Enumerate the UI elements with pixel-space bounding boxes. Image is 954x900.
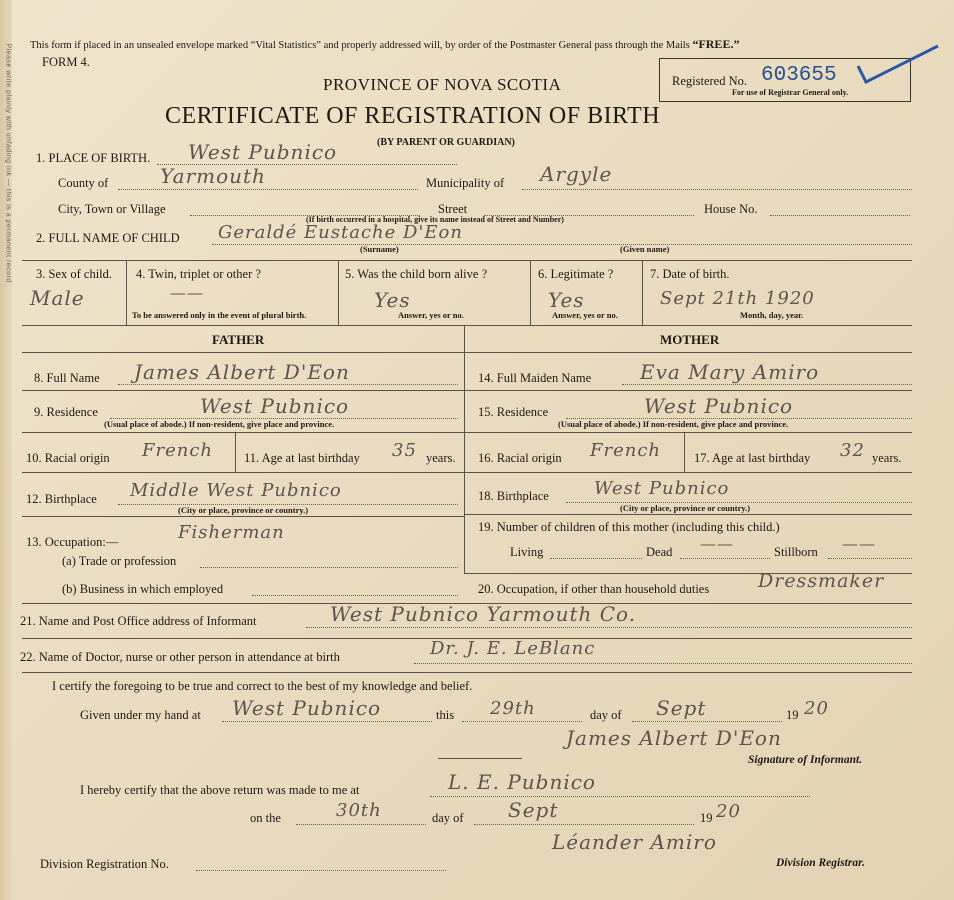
informant-signature-label: Signature of Informant.	[748, 754, 863, 766]
mother-residence-note: (Usual place of abode.) If non-resident, give place and province.	[558, 419, 789, 429]
registrar-month-value: Sept	[508, 798, 559, 822]
father-age-value: 35	[392, 440, 417, 461]
father-birthplace-note: (City or place, province or country.)	[178, 505, 309, 515]
mail-notice-free: “FREE.”	[692, 37, 740, 51]
father-name-label: 8. Full Name	[34, 371, 100, 385]
father-residence-label: 9. Residence	[34, 405, 98, 419]
father-residence-value: West Pubnico	[200, 394, 350, 418]
province-title: PROVINCE OF NOVA SCOTIA	[323, 75, 562, 94]
given-year-value: 20	[804, 698, 829, 719]
mother-residence-label: 15. Residence	[478, 405, 549, 419]
registrar-dayof-label: day of	[432, 811, 464, 825]
registered-number: 603655	[761, 64, 837, 87]
this-label: this	[436, 708, 455, 722]
mail-notice-text: This form if placed in an unsealed envelope marked “Vital Statistics” and properly addressed will, by order of the Postmaster General pass through the Mails	[30, 40, 690, 51]
mother-birthplace-note: (City or place, province or country.)	[620, 503, 751, 513]
division-registration-label: Division Registration No.	[40, 857, 169, 871]
registrar-year-prefix: 19	[700, 811, 713, 825]
legitimate-label: 6. Legitimate ?	[538, 267, 614, 281]
left-edge-strip	[0, 0, 12, 900]
certificate-subtitle: (BY PARENT OR GUARDIAN)	[377, 137, 515, 148]
father-age-label: 11. Age at last birthday	[244, 451, 360, 465]
registered-label: Registered No.	[672, 74, 747, 88]
mother-age-label: 17. Age at last birthday	[694, 451, 811, 465]
registered-note: For use of Registrar General only.	[732, 88, 849, 97]
municipality-label: Municipality of	[426, 176, 505, 190]
birth-date-label: 7. Date of birth.	[650, 267, 730, 281]
mother-birthplace-value: West Pubnico	[594, 478, 730, 499]
mother-years-label: years.	[872, 451, 902, 465]
division-registrar-label: Division Registrar.	[776, 857, 865, 869]
hospital-note: (If birth occurred in a hospital, give its name instead of Street and Number)	[306, 215, 564, 224]
father-name-value: James Albert D'Eon	[134, 360, 350, 384]
father-business-label: (b) Business in which employed	[62, 582, 224, 596]
father-birthplace-label: 12. Birthplace	[26, 492, 97, 506]
given-year-prefix: 19	[786, 708, 799, 722]
child-name-value: Geraldé Eustache D'Eon	[218, 222, 463, 243]
mother-racial-value: French	[590, 440, 662, 461]
registrar-signature: Léander Amiro	[552, 830, 717, 854]
twin-label: 4. Twin, triplet or other ?	[136, 267, 261, 281]
given-name-note: (Given name)	[620, 244, 670, 254]
father-birthplace-value: Middle West Pubnico	[130, 480, 342, 501]
mother-children-label: 19. Number of children of this mother (including this child.)	[478, 520, 780, 534]
mail-notice	[30, 37, 739, 52]
sex-label: 3. Sex of child.	[36, 267, 113, 281]
father-occupation-value: Fisherman	[178, 522, 285, 543]
stillborn-value: ——	[842, 534, 876, 553]
father-residence-note: (Usual place of abode.) If non-resident, give place and province.	[104, 419, 335, 429]
father-trade-label: (a) Trade or profession	[62, 554, 177, 568]
dead-label: Dead	[646, 545, 673, 559]
doctor-label: 22. Name of Doctor, nurse or other person in attendance at birth	[20, 650, 340, 664]
certify-text: I certify the foregoing to be true and correct to the best of my knowledge and belief.	[52, 679, 473, 693]
place-of-birth-label: 1. PLACE OF BIRTH.	[36, 151, 151, 165]
father-racial-value: French	[142, 440, 214, 461]
mother-name-label: 14. Full Maiden Name	[478, 371, 592, 385]
registrar-year-value: 20	[716, 801, 741, 822]
surname-note: (Surname)	[360, 244, 399, 254]
stillborn-label: Stillborn	[774, 545, 818, 559]
dead-value: ——	[700, 534, 734, 553]
mother-residence-value: West Pubnico	[644, 394, 794, 418]
mother-birthplace-label: 18. Birthplace	[478, 489, 549, 503]
mother-occupation-value: Dressmaker	[758, 570, 885, 592]
mother-name-value: Eva Mary Amiro	[640, 360, 820, 384]
twin-value: ——	[170, 283, 204, 302]
check-mark-icon	[850, 38, 945, 88]
mother-header: MOTHER	[660, 332, 720, 347]
given-month-value: Sept	[656, 696, 707, 720]
mother-occupation-label: 20. Occupation, if other than household duties	[478, 582, 710, 596]
given-day-value: 29th	[490, 698, 536, 719]
given-place-value: West Pubnico	[232, 696, 382, 720]
informant-signature: James Albert D'Eon	[566, 726, 782, 750]
legitimate-note: Answer, yes or no.	[552, 310, 618, 320]
mother-racial-label: 16. Racial origin	[478, 451, 562, 465]
child-name-label: 2. FULL NAME OF CHILD	[36, 231, 180, 245]
certificate-title: CERTIFICATE OF REGISTRATION OF BIRTH	[165, 103, 661, 129]
birth-date-note: Month, day, year.	[740, 310, 804, 320]
informant-label: 21. Name and Post Office address of Informant	[20, 614, 257, 628]
edge-note: Please write plainly with unfading ink — this is a permanent record	[4, 43, 12, 283]
informant-value: West Pubnico Yarmouth Co.	[330, 602, 637, 626]
city-label: City, Town or Village	[58, 202, 166, 216]
birth-date-value: Sept 21th 1920	[660, 288, 815, 309]
given-under-label: Given under my hand at	[80, 708, 201, 722]
twin-note: To be answered only in the event of plural birth.	[132, 310, 307, 320]
father-occupation-label: 13. Occupation:—	[26, 535, 119, 549]
municipality-value: Argyle	[540, 162, 613, 186]
living-label: Living	[510, 545, 544, 559]
mother-age-value: 32	[840, 440, 865, 461]
doctor-value: Dr. J. E. LeBlanc	[430, 638, 596, 659]
place-of-birth-value: West Pubnico	[188, 140, 338, 164]
county-value: Yarmouth	[160, 164, 266, 188]
alive-label: 5. Was the child born alive ?	[345, 267, 488, 281]
registrar-on-label: on the	[250, 811, 281, 825]
registrar-day-value: 30th	[336, 800, 382, 821]
form-number: FORM 4.	[42, 55, 90, 69]
father-years-label: years.	[426, 451, 456, 465]
legitimate-value: Yes	[548, 288, 585, 312]
alive-note: Answer, yes or no.	[398, 310, 464, 320]
house-label: House No.	[704, 202, 758, 216]
registrar-place-value: L. E. Pubnico	[448, 770, 596, 794]
registrar-certify-text: I hereby certify that the above return was made to me at	[80, 783, 360, 797]
county-label: County of	[58, 176, 109, 190]
father-header: FATHER	[212, 332, 265, 347]
sex-value: Male	[30, 286, 85, 310]
alive-value: Yes	[374, 288, 411, 312]
given-dayof-label: day of	[590, 708, 622, 722]
father-racial-label: 10. Racial origin	[26, 451, 110, 465]
street-label: Street	[438, 202, 468, 216]
